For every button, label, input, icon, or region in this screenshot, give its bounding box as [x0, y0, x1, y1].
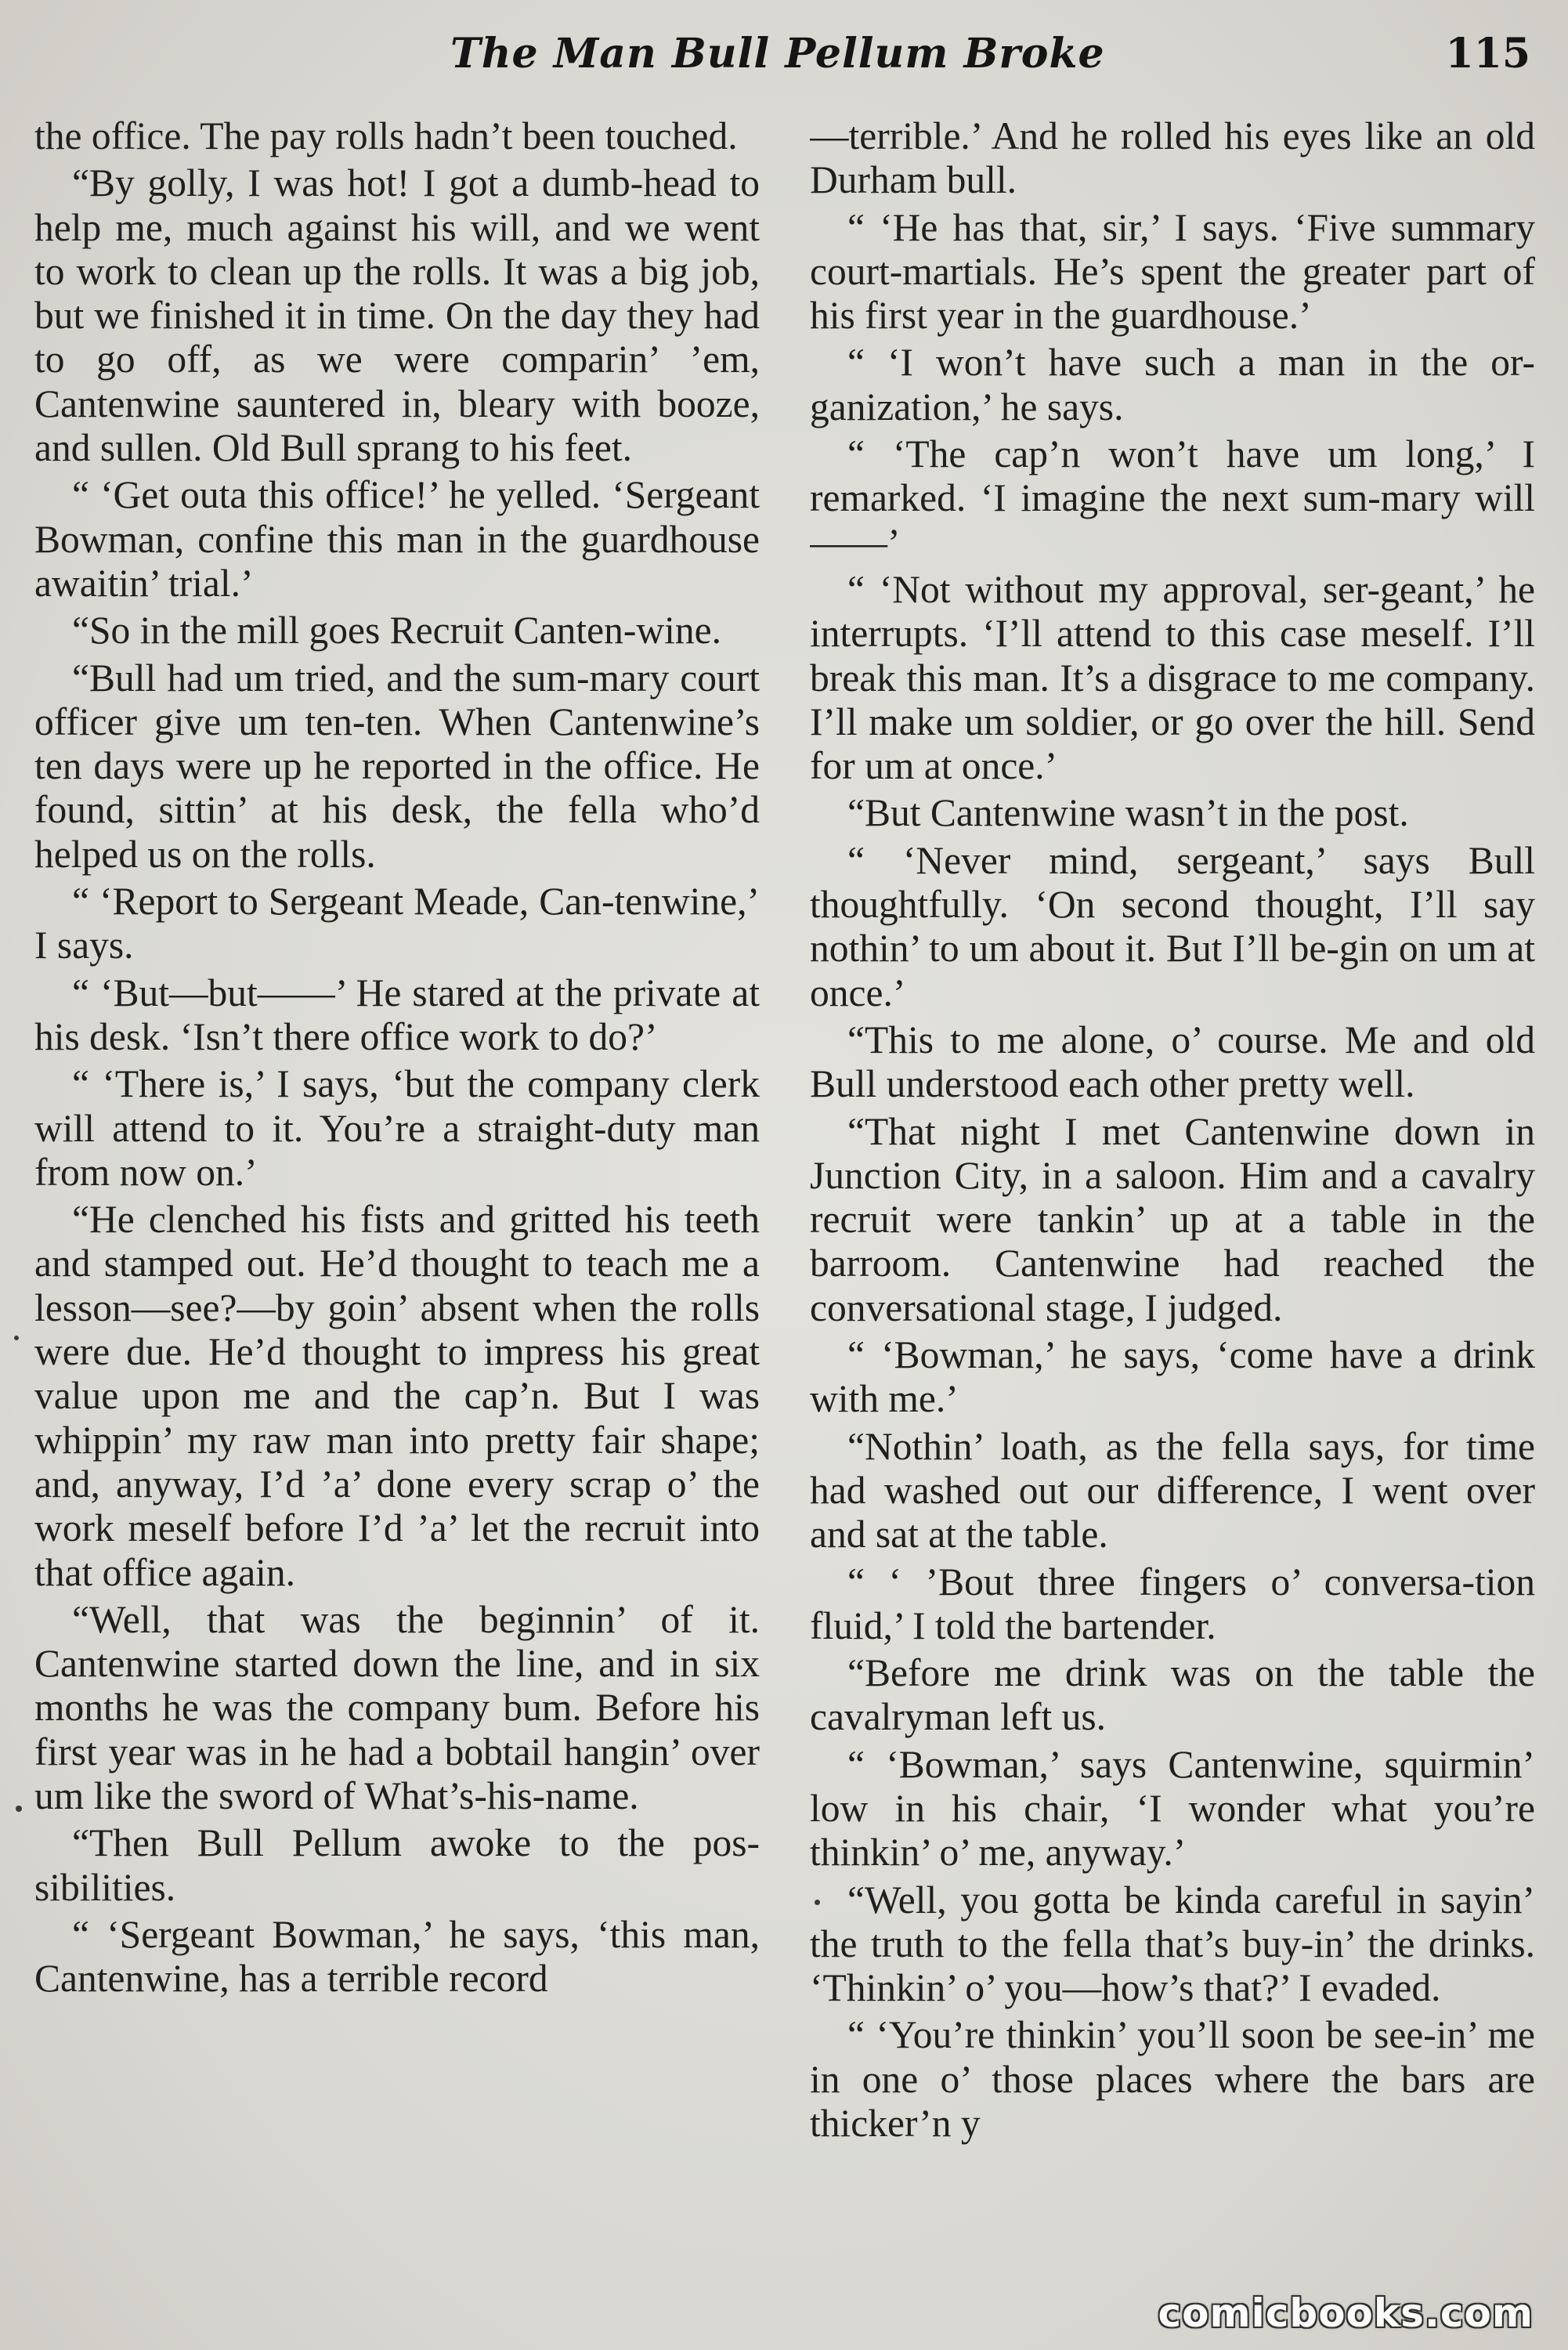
paragraph: “ ‘Get outa this office!’ he yelled. ‘Sergeant Bowman, confine this man in the guardhouse awaitin’ trial.’	[34, 473, 760, 605]
paragraph: “Nothin’ loath, as the fella says, for time had washed out our difference, I went over and sat at the table.	[810, 1424, 1535, 1556]
paragraph: “ ‘He has that, sir,’ I says. ‘Five summary court-martials. He’s spent the greater part of his first year in the guardhouse.’	[810, 205, 1535, 338]
paragraph: “ ‘Bowman,’ says Cantenwine, squirmin’ low in his chair, ‘I wonder what you’re thinkin’ o’ me, anyway.’	[810, 1742, 1535, 1875]
paragraph: “Well, you gotta be kinda careful in sayin’ the truth to the fella that’s buy-in’ the drinks. ‘Thinkin’ o’ you—how’s that?’ I evaded.	[810, 1878, 1535, 2010]
paragraph: “ ‘Bowman,’ he says, ‘come have a drink with me.’	[810, 1333, 1535, 1421]
paragraph: “ ‘ ’Bout three fingers o’ conversa-tion fluid,’ I told the bartender.	[810, 1560, 1535, 1647]
print-speck	[14, 1336, 19, 1340]
paragraph: the office. The pay rolls hadn’t been touched.	[34, 114, 738, 157]
paragraph: “ ‘Not without my approval, ser-geant,’ he interrupts. ‘I’ll attend to this case meself. I’ll break this man. It’s a disgrace to me company. I’ll make um soldier, or go over the hill. Send for um at once.’	[810, 567, 1535, 788]
paragraph: “ ‘Report to Sergeant Meade, Can-tenwine,’ I says.	[34, 880, 760, 967]
page-header	[0, 30, 1568, 92]
left-text-column	[34, 114, 760, 2323]
paragraph: “Before me drink was on the table the cavalryman left us.	[810, 1651, 1535, 1739]
paragraph: “This to me alone, o’ course. Me and old Bull understood each other pretty well.	[810, 1018, 1535, 1106]
running-title: The Man Bull Pellum Broke	[450, 30, 1105, 78]
paragraph: “So in the mill goes Recruit Canten-wine.	[72, 609, 721, 653]
paragraph: “Well, that was the beginnin’ of it. Cantenwine started down the line, and in six months he was the company bum. Before his first year was in he had a bobtail hangin’ over um like the sword of What’s-his-name.	[34, 1597, 760, 1817]
right-text-column	[810, 114, 1535, 2323]
print-speck	[815, 1900, 820, 1905]
page-number: 115	[1445, 30, 1530, 78]
paragraph: —terrible.’ And he rolled his eyes like an old Durham bull.	[810, 114, 1535, 202]
paragraph: “But Cantenwine wasn’t in the post.	[847, 791, 1409, 835]
paragraph: “Bull had um tried, and the sum-mary court officer give um ten-ten. When Cantenwine’s ten days were up he reported in the office. He found, sittin’ at his desk, the fella who’d helped us on the rolls.	[34, 656, 760, 876]
paragraph: “That night I met Cantenwine down in Junction City, in a saloon. Him and a cavalry recruit were tankin’ up at a table in the barroom. Cantenwine had reached the conversational stage, I judged.	[810, 1109, 1535, 1329]
print-speck	[16, 1806, 22, 1812]
paragraph: “ ‘Sergeant Bowman,’ he says, ‘this man, Cantenwine, has a terrible record	[34, 1912, 760, 2001]
paragraph: “He clenched his fists and gritted his teeth and stamped out. He’d thought to teach me a lesson—see?—by goin’ absent when the rolls were due. He’d thought to impress his great value upon me and the cap’n. But I was whippin’ my raw man into pretty fair shape; and, anyway, I’d ’a’ done every scrap o’ the work meself before I’d ’a’ let the recruit into that office again.	[34, 1198, 760, 1594]
paragraph: “ ‘The cap’n won’t have um long,’ I remarked. ‘I imagine the next sum-mary will——’	[810, 432, 1535, 564]
watermark-logo: comicbooks.com	[1158, 2290, 1534, 2336]
paragraph: “ ‘I won’t have such a man in the or-ganization,’ he says.	[810, 341, 1535, 428]
paragraph: “ ‘But—but——’ He stared at the private at his desk. ‘Isn’t there office work to do?’	[34, 971, 760, 1058]
paragraph: “ ‘Never mind, sergeant,’ says Bull thoughtfully. ‘On second thought, I’ll say nothin’ to um about it. But I’ll be-gin on um at once.’	[810, 838, 1535, 1014]
paragraph: “ ‘You’re thinkin’ you’ll soon be see-in’ me in one o’ those places where the bars are thicker’n y	[810, 2013, 1535, 2146]
paragraph: “Then Bull Pellum awoke to the pos-sibilities.	[34, 1821, 760, 1909]
paragraph: “ ‘There is,’ I says, ‘but the company clerk will attend to it. You’re a straight-duty man from now on.’	[34, 1062, 760, 1194]
paragraph: “By golly, I was hot! I got a dumb-head to help me, much against his will, and we went to work to clean up the rolls. It was a big job, but we finished it in time. On the day they had to go off, as we were comparin’ ’em, Cantenwine sauntered in, bleary with booze, and sullen. Old Bull sprang to his feet.	[34, 161, 760, 470]
